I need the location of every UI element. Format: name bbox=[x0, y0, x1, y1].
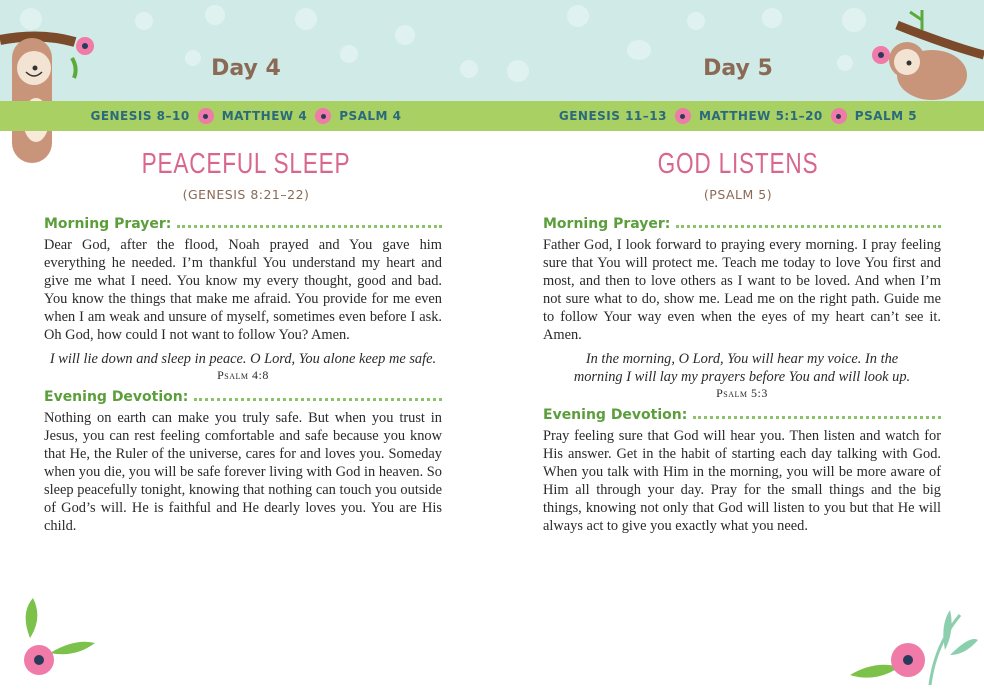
verse-reference: Psalm 4:8 bbox=[217, 368, 269, 382]
flower-icon bbox=[675, 108, 691, 124]
reading-3: PSALM 5 bbox=[854, 109, 918, 123]
evening-devotion-heading bbox=[543, 405, 941, 425]
evening-devotion-text: Pray feeling sure that God will hear you. Then listen and watch for His answer. Get in the habit of starting each day talking with God. When you talk with Him in the morning, you will be more aware of Him all through your day. Pray for the small things and the big things, knowing not only that God will listen to you but that He will always act to give you exactly what you need. bbox=[543, 428, 941, 534]
reading-band bbox=[0, 101, 492, 131]
devotion-reference: (PSALM 5) bbox=[703, 187, 773, 202]
flower-leaves-decoration bbox=[15, 598, 100, 688]
heading-label: Morning Prayer: bbox=[44, 216, 172, 232]
devotion-title: GOD LISTENS bbox=[657, 148, 819, 180]
dotted-rule bbox=[194, 398, 442, 401]
reading-2: MATTHEW 4 bbox=[221, 109, 308, 123]
heading-label: Morning Prayer: bbox=[543, 216, 671, 232]
devotion-content bbox=[44, 214, 442, 535]
flower-icon bbox=[831, 108, 847, 124]
dotted-rule bbox=[693, 416, 941, 419]
flower-leaves-decoration bbox=[850, 605, 980, 690]
morning-prayer-text: Dear God, after the flood, Noah prayed and You gave him everything he needed. I’m thankful You understand my heart and give me what I need. You know my every thought, good and bad. You know the things that make me afraid. You provide for me even when I am weak and unsure of myself, sometimes even before I ask. Oh God, how could I not want to follow You? Amen. bbox=[44, 237, 442, 343]
devotion-content bbox=[543, 214, 941, 535]
day-heading: Day 5 bbox=[703, 56, 773, 81]
evening-devotion-text: Nothing on earth can make you truly safe. But when you trust in Jesus, you can rest feeling comfortable and safe because you know that He, the Ruler of the universe, cares for and loves you. Someday when you die, you will be safe forever living with God in heaven. So sleep peacefully tonight, knowing that nothing can touch you outside of God’s will. He is faithful and He dearly loves you. You are His child. bbox=[44, 410, 442, 534]
day-heading: Day 4 bbox=[211, 56, 281, 81]
flower-icon bbox=[315, 108, 331, 124]
heading-label: Evening Devotion: bbox=[44, 389, 189, 405]
verse-quote: I will lie down and sleep in peace. O Lord, You alone keep me safe. bbox=[49, 351, 437, 367]
verse-quote: In the morning, O Lord, You will hear my voice. In the morning I will lay my prayers before You and will look up. bbox=[573, 351, 911, 385]
verse-reference: Psalm 5:3 bbox=[716, 386, 768, 400]
devotion-title: PEACEFUL SLEEP bbox=[141, 148, 351, 180]
heading-label: Evening Devotion: bbox=[543, 407, 688, 423]
flower-icon bbox=[198, 108, 214, 124]
morning-prayer-text: Father God, I look forward to praying every morning. I pray feeling sure that You will protect me. Teach me today to love You first and most, and then to love others as I want to be loved. And when I’m not sure what to do, show me. Lead me on the right path. Guide me to follow Your way even when the eyes of my heart can’t see it. Amen. bbox=[543, 237, 941, 343]
reading-1: GENESIS 8–10 bbox=[90, 109, 190, 123]
reading-1: GENESIS 11–13 bbox=[558, 109, 667, 123]
evening-devotion-heading bbox=[44, 387, 442, 407]
dotted-rule bbox=[676, 225, 941, 228]
dotted-rule bbox=[177, 225, 442, 228]
reading-2: MATTHEW 5:1–20 bbox=[698, 109, 823, 123]
morning-prayer-heading bbox=[44, 214, 442, 234]
right-page bbox=[492, 0, 984, 695]
reading-3: PSALM 4 bbox=[339, 109, 402, 123]
reading-band bbox=[492, 101, 984, 131]
devotion-reference: (GENESIS 8:21–22) bbox=[182, 187, 310, 202]
morning-prayer-heading bbox=[543, 214, 941, 234]
